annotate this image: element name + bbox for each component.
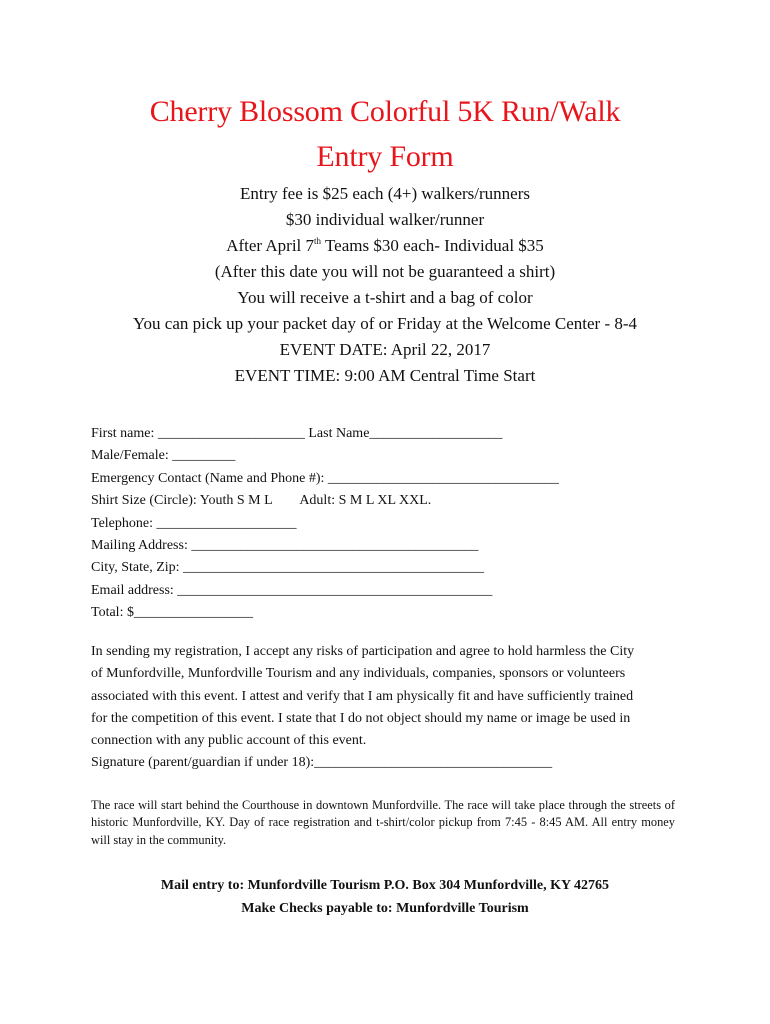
shirt-guarantee-note: (After this date you will not be guaranteed a shirt) [214,262,556,281]
mailing-address-field: Mailing Address: _________________________________________ [91,537,479,553]
fee-individual-line: $30 individual walker/runner [285,210,485,229]
registration-fields [91,423,711,625]
signature-field: Signature (parent/guardian if under 18):__________________________________ [91,755,553,771]
city-state-zip-field: City, State, Zip: ___________________________________________ [91,560,485,576]
waiver-line: for the competition of this event. I state that I do not object should my name or image be used in [91,710,631,726]
gender-field: Male/Female: _________ [91,448,236,464]
waiver-line: associated with this event. I attest and verify that I am physically fit and have sufficiently trained [91,688,634,704]
form-title: Cherry Blossom Colorful 5K Run/Walk [149,95,621,128]
shirt-color-line: You will receive a t-shirt and a bag of color [237,288,533,307]
late-fee-prefix: After April 7 [226,236,315,255]
event-date: EVENT DATE: April 22, 2017 [279,340,491,359]
event-info [0,181,770,389]
late-fee-suffix: Teams $30 each- Individual $35 [321,236,544,255]
form-subtitle: Entry Form [316,140,454,173]
emergency-contact-field: Emergency Contact (Name and Phone #): _________________________________ [91,470,559,486]
shirt-size-field: Shirt Size (Circle): Youth S M L Adult: S M L XL XXL. [91,493,432,509]
fee-team-line: Entry fee is $25 each (4+) walkers/runners [240,184,530,203]
mail-address: Mail entry to: Munfordville Tourism P.O. Box 304 Munfordville, KY 42765 [160,878,610,893]
waiver-line: connection with any public account of this event. [91,733,367,749]
late-fee-ordinal: th [314,236,322,246]
waiver-section [91,641,691,775]
event-time: EVENT TIME: 9:00 AM Central Time Start [234,366,536,385]
telephone-field: Telephone: ____________________ [91,515,297,531]
packet-pickup-line: You can pick up your packet day of or Friday at the Welcome Center - 8-4 [132,314,638,333]
waiver-line: In sending my registration, I accept any risks of participation and agree to hold harmless the City [91,644,635,659]
checks-payable: Make Checks payable to: Munfordville Tourism [241,901,529,916]
late-fee-line [0,233,770,259]
total-field: Total: $_________________ [91,605,253,621]
email-field: Email address: _____________________________________________ [91,582,493,598]
race-details: The race will start behind the Courthouse in downtown Munfordville. The race will take place through the streets of historic Munfordville, KY. Day of race registration and t-shirt/color pickup from 7:45 - 8:45 AM. All entry money will stay in the community. [91,798,675,847]
name-field: First name: _____________________ Last Name___________________ [91,426,503,441]
waiver-line: of Munfordville, Munfordville Tourism and any individuals, companies, sponsors or volunteers [91,666,626,682]
